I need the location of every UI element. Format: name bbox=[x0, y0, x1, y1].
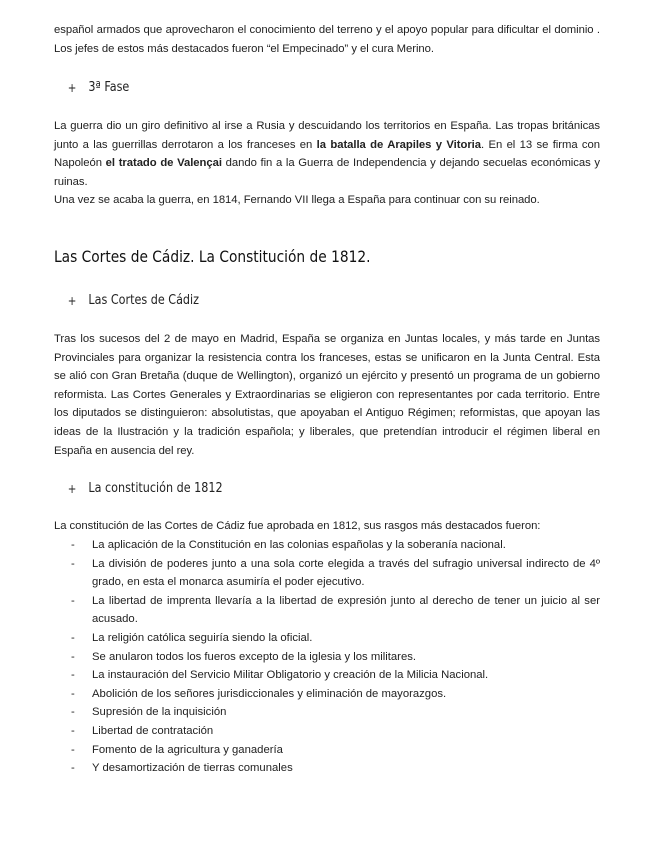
fase-3-text-c: dando fin a la Guerra de Independencia y dejando secuelas económicas y ruinas. bbox=[54, 157, 600, 188]
list-item-text: Libertad de contratación bbox=[92, 724, 214, 737]
cortes-paragraph: Tras los sucesos del 2 de mayo en Madrid, España se organiza en Juntas locales, y más tarde en Juntas Provinciales para organizar la resistencia contra los franceses, estas se unificaron en la Junta Central. Esta se alió con Gran Bretaña (duque de Wellington), organizó un ejército y presentó un programa de un gobierno reformista. Las Cortes Generales y Extraordinarias se eligieron con representantes por cada territorio. Entre los diputados se distinguieron: absolutistas, que apoyaban el Antiguo Régimen; reformistas, que apoyan las ideas de la Ilustración y la tradición española; y liberales, que pretendían introducir el régimen liberal en España en ausencia del rey. bbox=[54, 333, 600, 457]
list-item bbox=[54, 666, 600, 685]
list-item-text: Fomento de la agricultura y ganadería bbox=[92, 743, 283, 756]
plus-bullet-icon: + bbox=[67, 481, 77, 496]
list-item bbox=[54, 629, 600, 648]
dash-bullet-icon: - bbox=[71, 539, 75, 551]
fase-3-bold-valencai: el tratado de Valençai bbox=[105, 157, 222, 170]
list-item bbox=[54, 555, 600, 592]
plus-bullet-icon: + bbox=[67, 80, 77, 95]
list-item-text: La aplicación de la Constitución en las colonias españolas y la soberanía nacional. bbox=[92, 539, 506, 551]
fase-3-bold-arapiles: la batalla de Arapiles y Vitoria bbox=[316, 138, 481, 151]
dash-bullet-icon: - bbox=[71, 557, 75, 570]
list-item bbox=[54, 685, 600, 704]
dash-bullet-icon: - bbox=[71, 594, 75, 607]
list-item bbox=[54, 592, 600, 629]
section-title: Las Cortes de Cádiz. La Constitución de 1812. bbox=[54, 247, 371, 266]
list-item bbox=[54, 648, 600, 667]
list-item bbox=[54, 703, 600, 722]
dash-bullet-icon: - bbox=[71, 631, 75, 644]
list-item bbox=[54, 722, 600, 741]
list-item-text: Se anularon todos los fueros excepto de la iglesia y los militares. bbox=[92, 650, 417, 663]
dash-bullet-icon: - bbox=[71, 762, 75, 775]
list-item-text: Abolición de los señores jurisdiccionales y eliminación de mayorazgos. bbox=[92, 687, 447, 700]
list-item-text: La religión católica seguiría siendo la oficial. bbox=[92, 631, 313, 644]
plus-bullet-icon: + bbox=[67, 293, 77, 308]
list-item-text: La instauración del Servicio Militar Obligatorio y creación de la Milicia Nacional. bbox=[92, 669, 489, 682]
list-item-text: La libertad de imprenta llevaría a la libertad de expresión junto al derecho de tener un juicio al ser acusado. bbox=[92, 594, 600, 626]
list-item bbox=[54, 536, 600, 555]
dash-bullet-icon: - bbox=[71, 669, 75, 682]
dash-bullet-icon: - bbox=[71, 650, 75, 663]
list-item bbox=[54, 759, 600, 778]
dash-bullet-icon: - bbox=[71, 724, 75, 737]
heading-constitucion-title: La constitución de 1812 bbox=[88, 481, 223, 496]
dash-bullet-icon: - bbox=[71, 743, 75, 756]
dash-bullet-icon: - bbox=[71, 687, 75, 700]
constitucion-list bbox=[54, 536, 600, 778]
fase-3-text-a: La guerra dio un giro definitivo al irse a Rusia y descuidando los territorios en España. Las tropas británicas junto a las guerrillas derrotaron a los franceses en bbox=[54, 120, 600, 151]
heading-constitucion bbox=[54, 481, 312, 496]
fase-3-paragraph-2: Una vez se acaba la guerra, en 1814, Fernando VII llega a España para continuar con su reinado. bbox=[54, 194, 540, 207]
intro-paragraph: español armados que aprovecharon el conocimiento del terreno y el apoyo popular para dificultar el dominio . Los jefes de estos más destacados fueron “el Empecinado” y el cura Merino. bbox=[54, 24, 600, 55]
heading-cortes-title: Las Cortes de Cádiz bbox=[88, 293, 200, 308]
fase-3-paragraph bbox=[54, 117, 600, 210]
heading-cortes bbox=[54, 293, 312, 308]
heading-fase-3-title: 3ª Fase bbox=[88, 80, 130, 95]
dash-bullet-icon: - bbox=[71, 706, 75, 719]
fase-3-text-b: . En el 13 se firma con Napoleón bbox=[54, 138, 600, 170]
heading-fase-3 bbox=[54, 80, 312, 95]
list-item bbox=[54, 741, 600, 760]
list-item-text: La división de poderes junto a una sola corte elegida a través del sufragio universal indirecto de 4º grado, en esta el monarca asumiría el poder ejecutivo. bbox=[92, 557, 600, 589]
constitucion-intro: La constitución de las Cortes de Cádiz fue aprobada en 1812, sus rasgos más destacados fueron: bbox=[54, 520, 541, 532]
list-item-text: Supresión de la inquisición bbox=[92, 706, 227, 719]
list-item-text: Y desamortización de tierras comunales bbox=[92, 762, 293, 775]
